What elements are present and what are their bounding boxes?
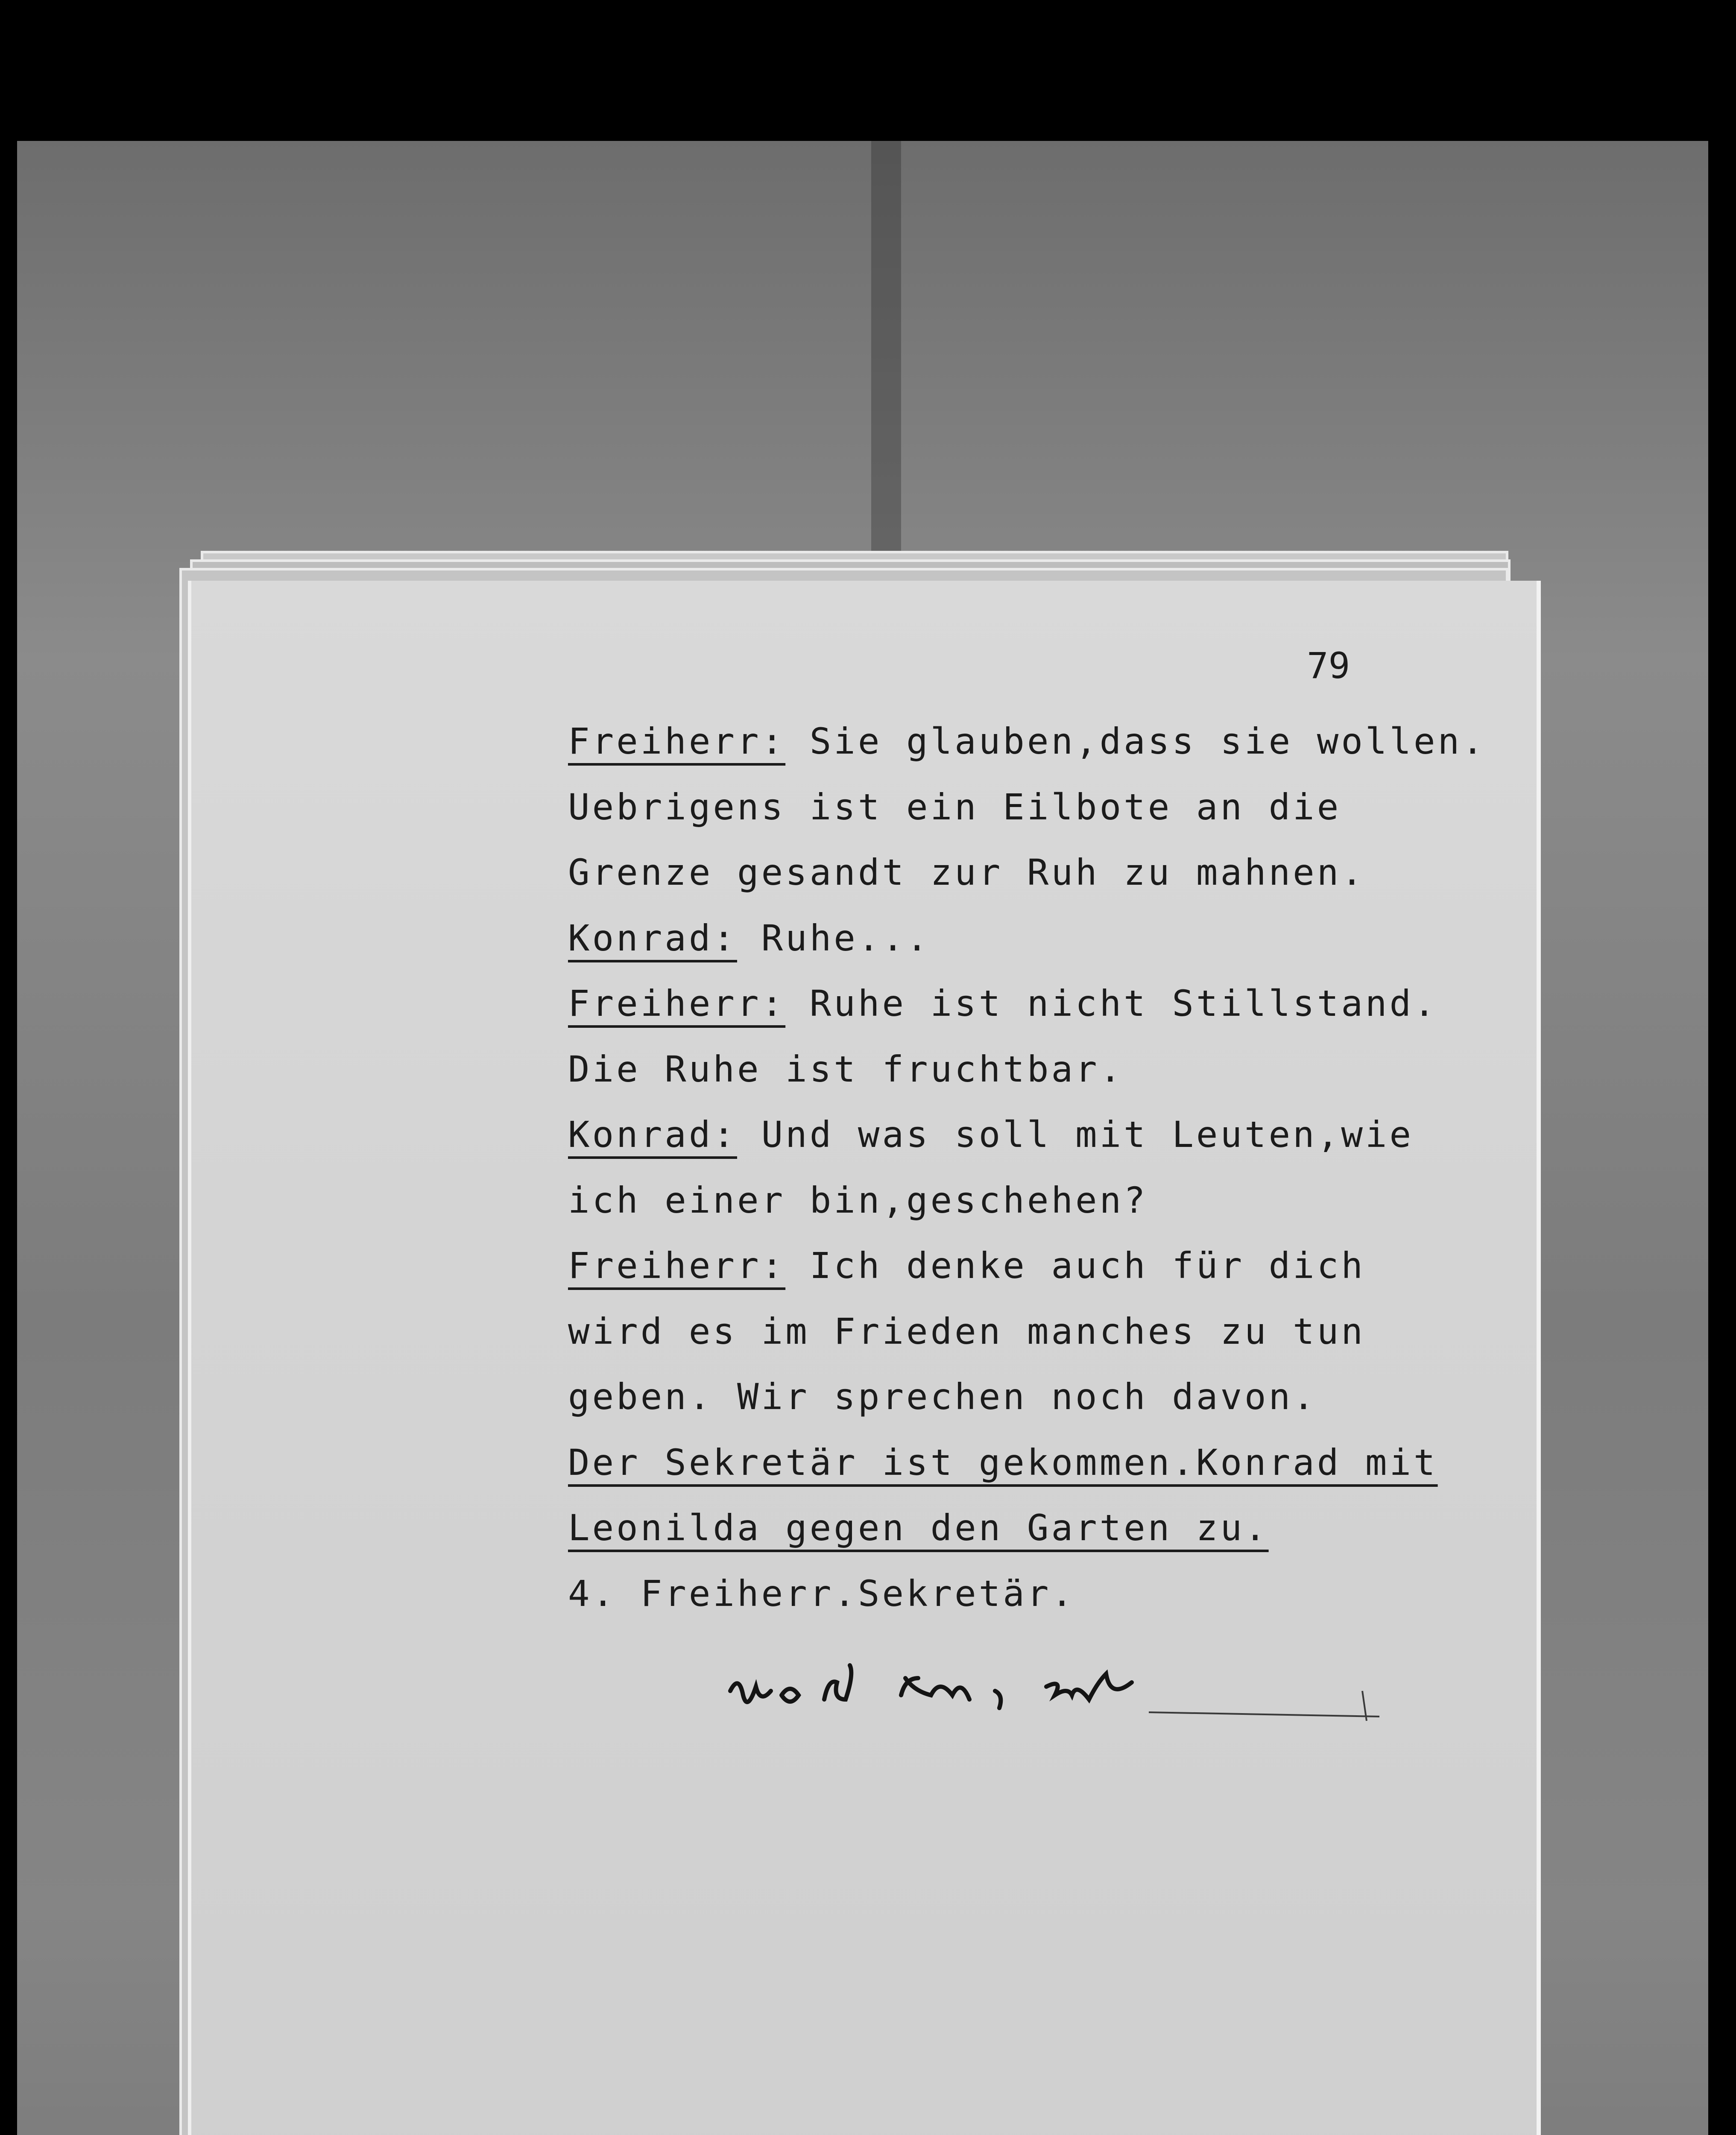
text-line: [568, 1037, 1422, 1103]
text-line: [568, 1299, 1422, 1365]
text-line: [568, 840, 1422, 906]
text-line: [568, 1364, 1422, 1430]
text-line: [568, 1430, 1438, 1496]
text-line: [568, 1233, 1422, 1299]
text-line: [568, 1561, 1422, 1627]
line-text: ich einer bin,geschehen?: [568, 1179, 1148, 1221]
text-line: [568, 1495, 1422, 1561]
speaker-label: Konrad:: [568, 917, 738, 959]
text-line: [568, 709, 1486, 775]
scene-heading: 4. Freiherr.Sekretär.: [568, 1572, 1076, 1614]
stage-direction: Leonilda gegen den Garten zu.: [568, 1507, 1269, 1549]
line-text: Sie glauben,dass sie wollen.: [785, 720, 1486, 762]
line-text: Grenze gesandt zur Ruh zu mahnen.: [568, 851, 1365, 893]
text-line: [568, 775, 1422, 840]
script-text: [568, 709, 1486, 1626]
speaker-label: Freiherr:: [568, 720, 786, 762]
line-text: Uebrigens ist ein Eilbote an die: [568, 786, 1341, 828]
line-text: Ruhe ist nicht Stillstand.: [785, 983, 1438, 1024]
text-line: [568, 906, 1422, 971]
page-number: 79: [1307, 645, 1350, 687]
line-text: Ruhe...: [737, 917, 931, 959]
handwritten-note: [722, 1661, 1388, 1734]
text-line: [568, 1102, 1422, 1168]
stage-direction: Der Sekretär ist gekommen.Konrad mit: [568, 1441, 1438, 1483]
line-text: geben. Wir sprechen noch davon.: [568, 1376, 1317, 1418]
speaker-label: Freiherr:: [568, 983, 786, 1024]
text-line: [568, 971, 1438, 1037]
text-line: [568, 1168, 1422, 1234]
line-text: Die Ruhe ist fruchtbar.: [568, 1048, 1124, 1090]
speaker-label: Konrad:: [568, 1114, 738, 1155]
line-text: Und was soll mit Leuten,wie: [737, 1114, 1414, 1155]
line-text: Ich denke auch für dich: [785, 1245, 1365, 1287]
speaker-label: Freiherr:: [568, 1245, 786, 1287]
line-text: wird es im Frieden manches zu tun: [568, 1310, 1365, 1352]
